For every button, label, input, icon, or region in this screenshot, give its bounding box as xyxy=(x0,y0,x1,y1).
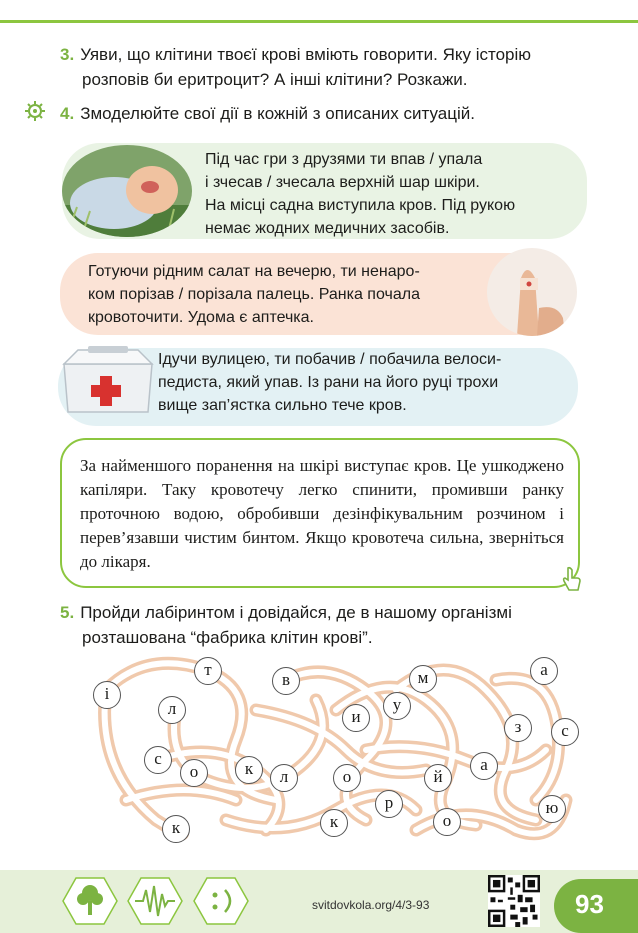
gear-icon xyxy=(22,100,48,122)
maze-letter: с xyxy=(551,718,579,746)
qr-code xyxy=(488,875,540,927)
maze-letter: к xyxy=(162,815,190,843)
situation-1-line: і зчесав / зчесала верхній шар шкіри. xyxy=(205,174,480,191)
maze-letter: а xyxy=(530,657,558,685)
task-5-line-2: розташована “фабрика клітин крові”. xyxy=(82,628,373,647)
maze-letter: і xyxy=(93,681,121,709)
maze-letter: а xyxy=(470,752,498,780)
finger-photo xyxy=(487,248,577,336)
maze-letter: и xyxy=(342,704,370,732)
knee-photo xyxy=(62,145,192,237)
page-number: 93 xyxy=(575,889,604,919)
soundwave-icon xyxy=(127,876,183,926)
maze-letter: ю xyxy=(538,795,566,823)
situation-1-text xyxy=(205,148,515,240)
maze-letter: т xyxy=(194,657,222,685)
maze-letter: к xyxy=(235,756,263,784)
maze-letter: о xyxy=(433,808,461,836)
situation-1-line: На місці садна виступила кров. Під рукою xyxy=(205,197,516,214)
top-rule xyxy=(0,20,638,23)
hand-pointer-icon xyxy=(560,566,582,592)
situation-1-line: Під час гри з друзями ти впав / упала xyxy=(205,151,483,168)
situation-2-line: кровоточити. Удома є аптечка. xyxy=(88,309,314,326)
maze-letter: в xyxy=(272,667,300,695)
task-5 xyxy=(60,600,590,650)
situation-1-line: немає жодних медичних засобів. xyxy=(205,220,450,237)
maze-letter: р xyxy=(375,790,403,818)
first-aid-kit-icon xyxy=(58,342,158,418)
maze-letter: о xyxy=(180,759,208,787)
task-4 xyxy=(60,101,475,126)
task-4-number: 4. xyxy=(60,104,75,123)
maze-letter: м xyxy=(409,665,437,693)
task-5-line-1: Пройди лабіринтом і довідайся, де в нашому організмі xyxy=(80,603,512,622)
situation-3-text xyxy=(158,348,501,417)
task-5-number: 5. xyxy=(60,603,75,622)
maze-letter: л xyxy=(158,696,186,724)
task-3 xyxy=(60,42,600,92)
task-4-text: Змоделюйте свої дії в кожній з описаних ситуацій. xyxy=(80,104,475,123)
maze-letter: й xyxy=(424,764,452,792)
website-link[interactable]: svitdovkola.org/4/3-93 xyxy=(312,898,430,912)
info-box: За найменшого поранення на шкірі виступає кров. Це ушкоджено капіляри. Таку кровотечу легко спинити, промивши ранку проточною водою, обробивши дезінфікувальним розчином і перев’язавши чистим бинтом. Якщо кровотеча сильна, зверніться до лікаря. xyxy=(60,438,580,588)
maze-letter: з xyxy=(504,714,532,742)
task-3-line-2: розповів би еритроцит? А інші клітини? Розкажи. xyxy=(82,70,468,89)
maze-letter: л xyxy=(270,764,298,792)
maze-letter: к xyxy=(320,809,348,837)
situation-2-line: ком порізав / порізала палець. Ранка почала xyxy=(88,286,420,303)
situation-2-text xyxy=(88,260,420,329)
situation-3-line: Ідучи вулицею, ти побачив / побачила велоси- xyxy=(158,351,502,368)
task-3-number: 3. xyxy=(60,45,75,64)
maze-letter: о xyxy=(333,764,361,792)
maze-letter: с xyxy=(144,746,172,774)
task-3-line-1: Уяви, що клітини твоєї крові вміють говорити. Яку історію xyxy=(80,45,532,64)
maze-letter: у xyxy=(383,692,411,720)
face-icon xyxy=(193,876,249,926)
situation-2-line: Готуючи рідним салат на вечерю, ти ненаро- xyxy=(88,263,420,280)
situation-3-line: вище зап’ястка сильно тече кров. xyxy=(158,397,407,414)
tree-icon xyxy=(62,876,118,926)
situation-3-line: педиста, який упав. Із рани на його руці трохи xyxy=(158,374,499,391)
